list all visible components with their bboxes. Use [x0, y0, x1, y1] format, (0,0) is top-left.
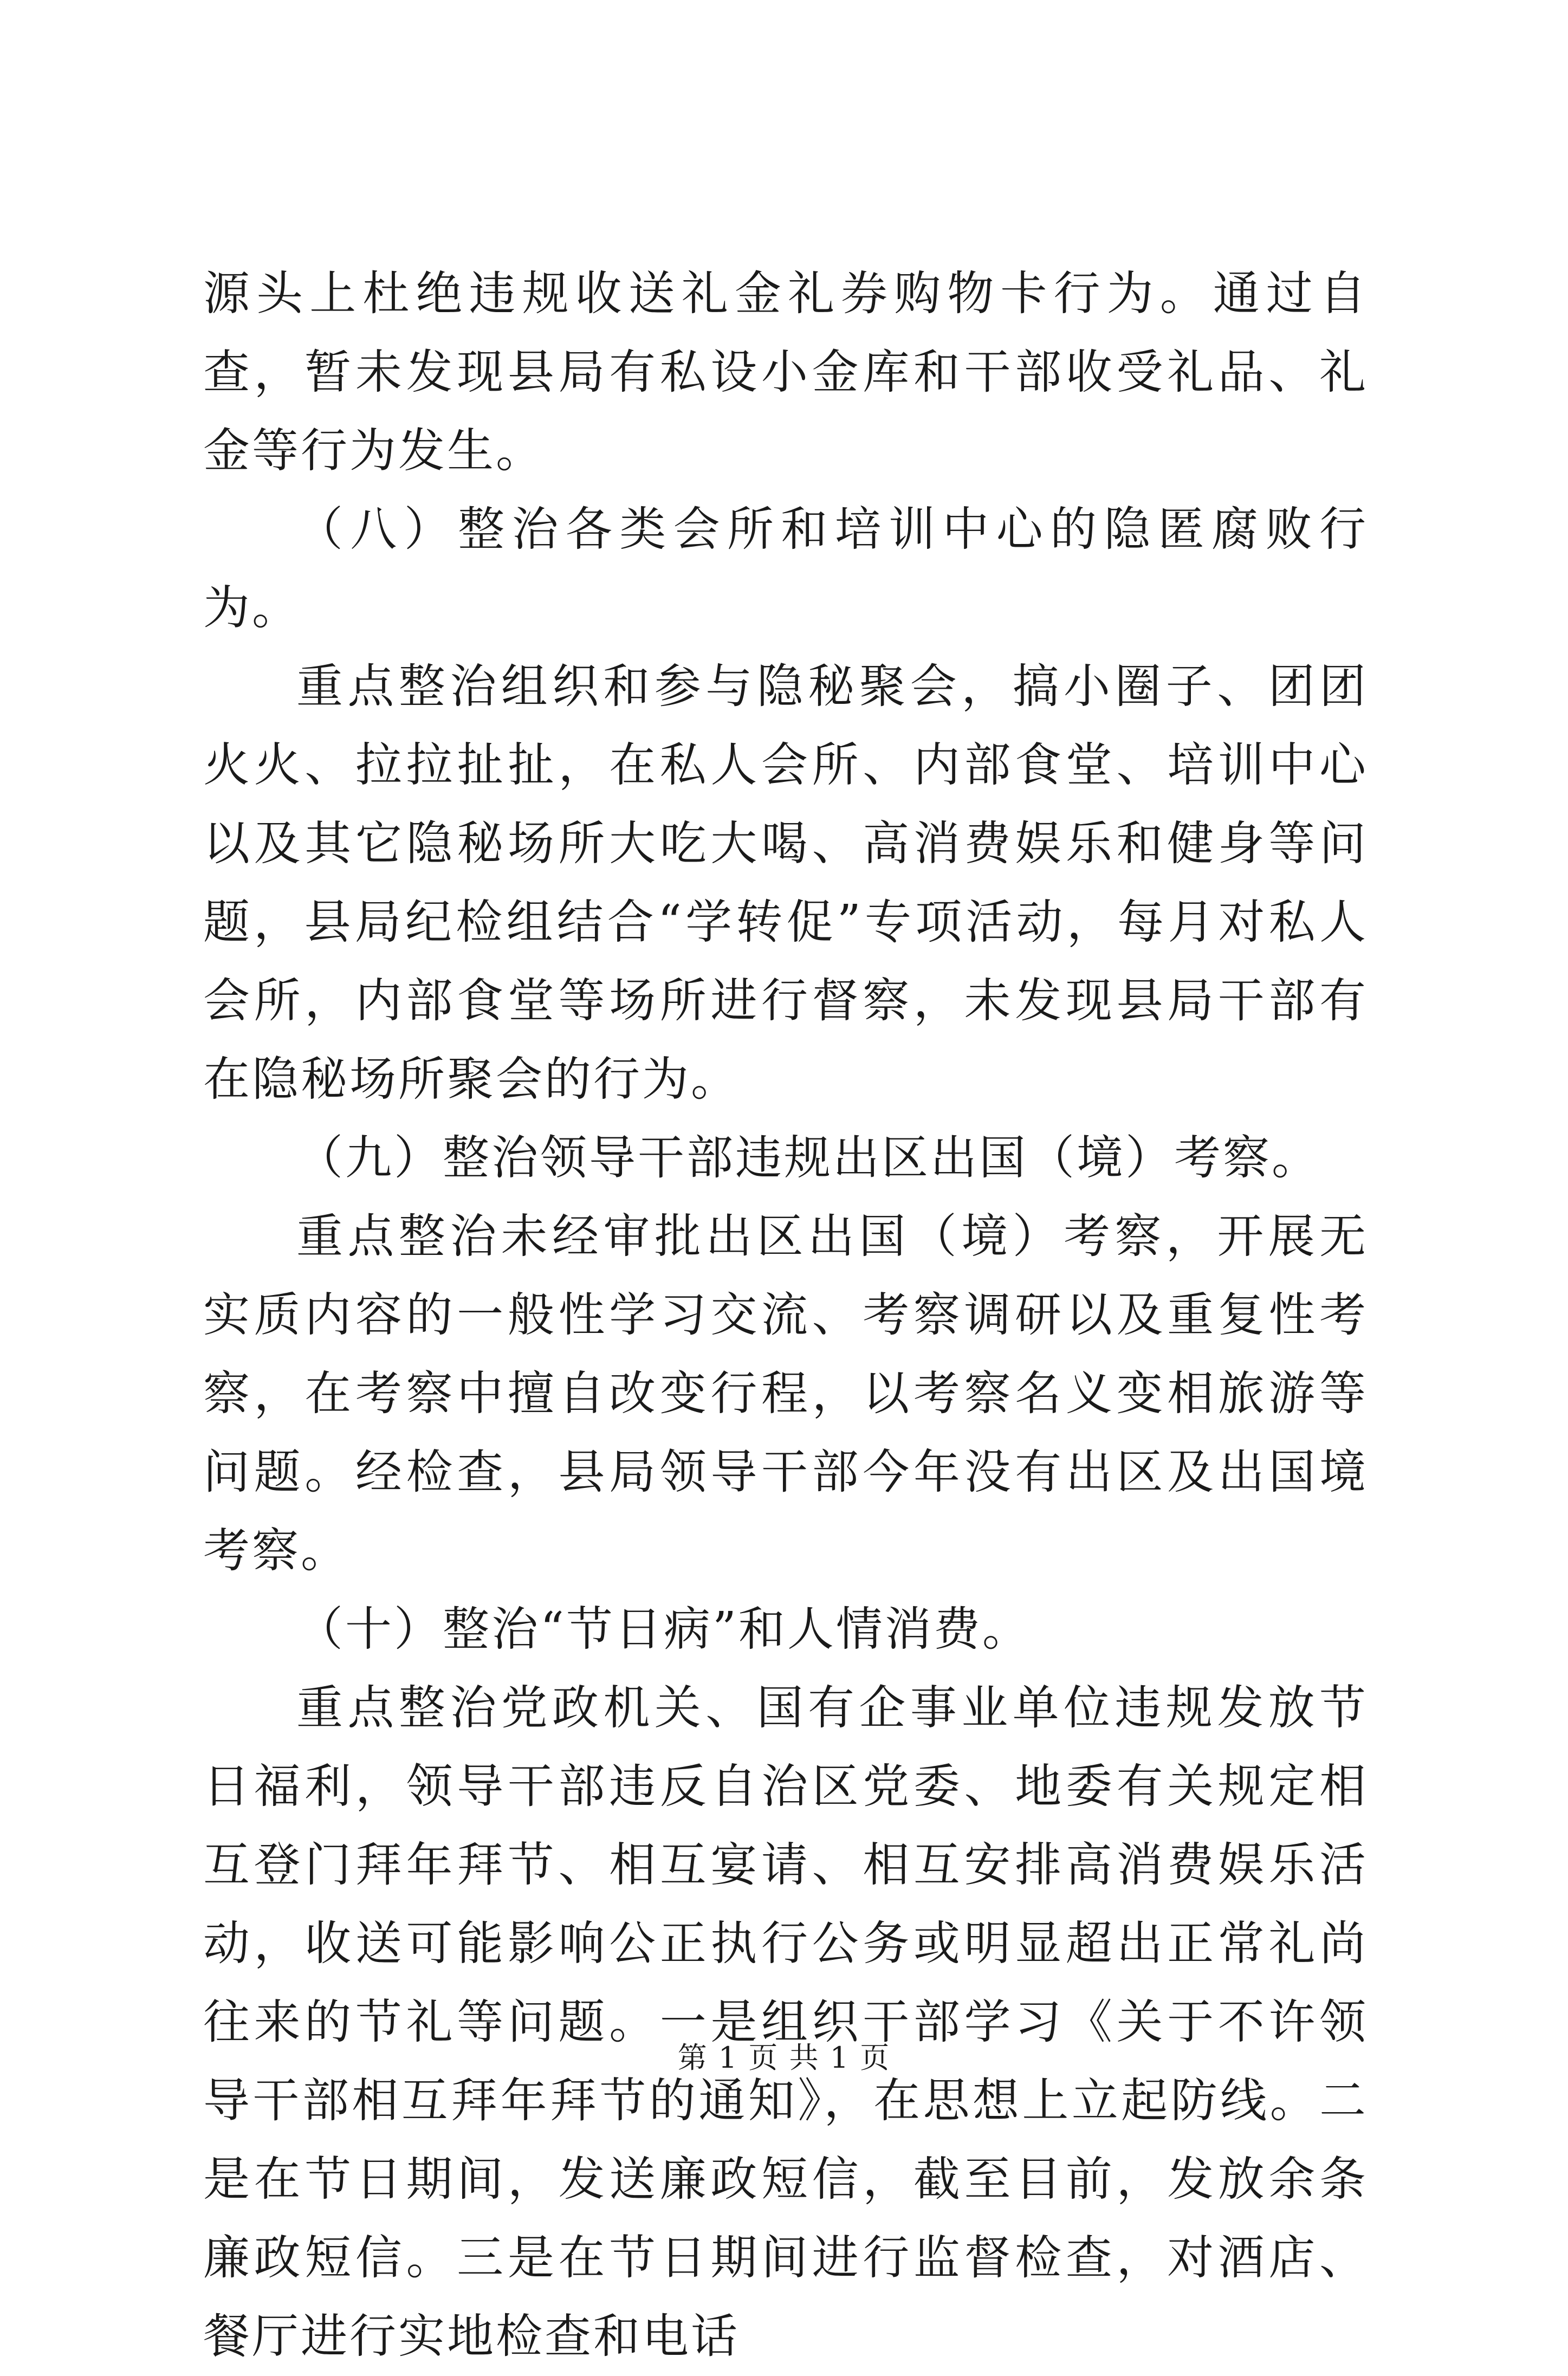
paragraph-4: 重点整治党政机关、国有企事业单位违规发放节日福利，领导干部违反自治区党委、地委有关规定相互登门拜年拜节、相互宴请、相互安排高消费娱乐活动，收送可能影响公正执行公务或明显超出正常礼尚往来的节礼等问题。一是组织干部学习《关于不许领导干部相互拜年拜节的通知》，在思想上立起防线。二是在节日期间，发送廉政短信，截至目前，发放余条廉政短信。三是在节日期间进行监督检查，对酒店、餐厅进行实地检查和电话	[203, 1681, 1368, 2364]
paragraph-1: 源头上杜绝违规收送礼金礼券购物卡行为。通过自查，暂未发现县局有私设小金库和干部收受礼品、礼金等行为发生。	[203, 267, 1368, 478]
paragraph-3: 重点整治未经审批出区出国（境）考察，开展无实质内容的一般性学习交流、考察调研以及重复性考察，在考察中擅自改变行程，以考察名义变相旅游等问题。经检查，县局领导干部今年没有出区及出国境考察。	[203, 1209, 1368, 1578]
page-footer: 第 1 页 共 1 页	[677, 2041, 891, 2075]
section-heading-9: （九）整治领导干部违规出区出国（境）考察。	[296, 1131, 1320, 1185]
section-heading-8: （八）整治各类会所和培训中心的隐匿腐败行为。	[203, 502, 1368, 635]
paragraph-2: 重点整治组织和参与隐秘聚会，搞小圈子、团团火火、拉拉扯扯，在私人会所、内部食堂、培训中心以及其它隐秘场所大吃大喝、高消费娱乐和健身等问题，县局纪检组结合“学转促”专项活动，每月对私人会所，内部食堂等场所进行督察，未发现县局干部有在隐秘场所聚会的行为。	[203, 659, 1368, 1106]
section-heading-10: （十）整治“节日病”和人情消费。	[296, 1602, 1031, 1656]
